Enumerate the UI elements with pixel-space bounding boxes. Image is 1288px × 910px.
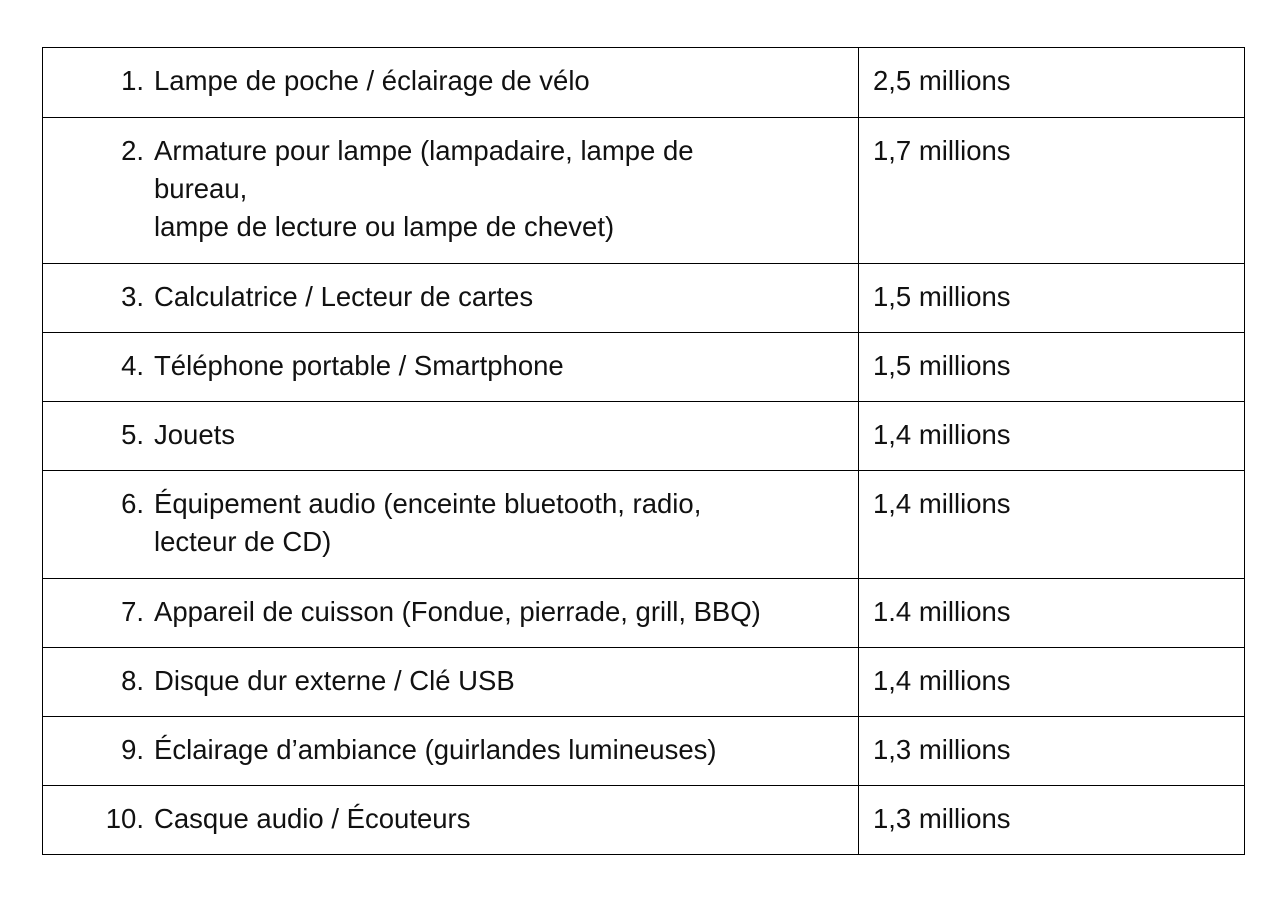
item-cell bbox=[43, 579, 859, 648]
item-cell bbox=[43, 717, 859, 786]
rank-number: 1. bbox=[121, 65, 144, 96]
table-row bbox=[43, 786, 1245, 855]
item-label: Équipement audio (enceinte bluetooth, radio, lecteur de CD) bbox=[154, 488, 702, 557]
rank-number: 3. bbox=[121, 281, 144, 312]
count-cell: 1,7 millions bbox=[859, 118, 1245, 264]
table-row bbox=[43, 264, 1245, 333]
count-cell: 1,5 millions bbox=[859, 264, 1245, 333]
rank-number: 2. bbox=[121, 135, 144, 166]
item-cell bbox=[43, 118, 859, 264]
item-label: Appareil de cuisson (Fondue, pierrade, grill, BBQ) bbox=[154, 596, 761, 627]
count-cell: 1.4 millions bbox=[859, 579, 1245, 648]
table-row bbox=[43, 118, 1245, 264]
item-label: Jouets bbox=[154, 419, 236, 450]
table-row bbox=[43, 471, 1245, 579]
table-row bbox=[43, 333, 1245, 402]
rank-number: 4. bbox=[121, 350, 144, 381]
item-label: Armature pour lampe (lampadaire, lampe de bureau, lampe de lecture ou lampe de chevet) bbox=[154, 135, 694, 242]
item-label: Éclairage d’ambiance (guirlandes lumineuses) bbox=[154, 734, 717, 765]
item-cell bbox=[43, 402, 859, 471]
item-cell bbox=[43, 471, 859, 579]
table-row bbox=[43, 48, 1245, 118]
rank-number: 7. bbox=[121, 596, 144, 627]
item-cell bbox=[43, 786, 859, 855]
table-row bbox=[43, 579, 1245, 648]
rank-number: 10. bbox=[105, 803, 144, 834]
table-row bbox=[43, 402, 1245, 471]
count-cell: 1,4 millions bbox=[859, 471, 1245, 579]
count-cell: 1,4 millions bbox=[859, 648, 1245, 717]
item-cell bbox=[43, 48, 859, 118]
count-cell: 1,4 millions bbox=[859, 402, 1245, 471]
rank-number: 6. bbox=[121, 488, 144, 519]
item-label: Calculatrice / Lecteur de cartes bbox=[154, 281, 534, 312]
ranking-table bbox=[42, 47, 1245, 855]
count-cell: 1,3 millions bbox=[859, 786, 1245, 855]
count-cell: 1,3 millions bbox=[859, 717, 1245, 786]
count-cell: 2,5 millions bbox=[859, 48, 1245, 118]
item-cell bbox=[43, 648, 859, 717]
table-row bbox=[43, 717, 1245, 786]
item-label: Disque dur externe / Clé USB bbox=[154, 665, 515, 696]
item-label: Casque audio / Écouteurs bbox=[154, 803, 471, 834]
count-cell: 1,5 millions bbox=[859, 333, 1245, 402]
table-row bbox=[43, 648, 1245, 717]
item-cell bbox=[43, 264, 859, 333]
item-label: Lampe de poche / éclairage de vélo bbox=[154, 65, 590, 96]
rank-number: 5. bbox=[121, 419, 144, 450]
item-cell bbox=[43, 333, 859, 402]
item-label: Téléphone portable / Smartphone bbox=[154, 350, 564, 381]
rank-number: 9. bbox=[121, 734, 144, 765]
rank-number: 8. bbox=[121, 665, 144, 696]
